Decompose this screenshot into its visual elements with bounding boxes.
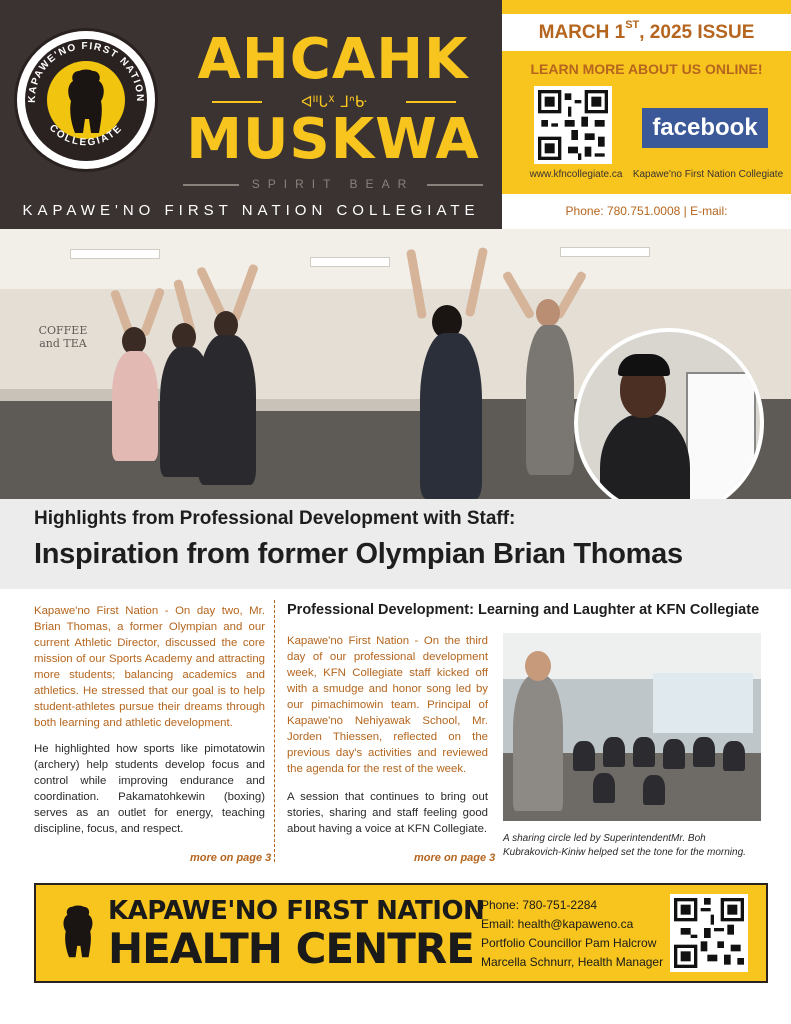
title-ahcahk: AHCAHK: [197, 27, 469, 92]
more-on-page-link[interactable]: more on page 3: [414, 852, 496, 864]
ceiling-light: [70, 249, 160, 259]
pd-paragraph-2: A session that continues to bring out stories, sharing and staff feeling good about having a voice at KFN Collegiate.: [287, 791, 488, 835]
pd-article-title: Professional Development: Learning and Laughter at KFN Collegiate: [287, 602, 760, 618]
rule-right: [406, 101, 456, 103]
tagline-rule-right: [427, 184, 483, 186]
svg-text:KAPAWE'NO FIRST NATION: [27, 41, 145, 103]
whiteboard: [686, 372, 756, 512]
ad-title-line1: KAPAWE'NO FIRST NATION: [108, 896, 485, 926]
feature-paragraph-2: He highlighted how sports like pimotatowin (archery) help students develop focus and control while improving endurance and coordination. Pakamatohkewin (boxing) serves as an outlet for energy, teaching discipline, focus, and respect.: [34, 743, 265, 835]
speaker: [513, 675, 563, 811]
photo-caption: A sharing circle led by SuperintendentMr. Boh Kubrakovich-Kiniw helped set the tone for the morning.: [503, 833, 746, 858]
title-syllabics: ᐊᐦᒐᕽ ᒧᐢᑿ: [301, 93, 367, 111]
seated-person: [603, 737, 625, 767]
seated-person: [693, 737, 715, 767]
ceiling-light: [560, 247, 650, 257]
qr-code-icon: [538, 90, 608, 160]
more-on-page-link[interactable]: more on page 3: [190, 852, 272, 864]
ad-title-line2: HEALTH CENTRE: [108, 924, 474, 973]
person: [526, 325, 574, 475]
person: [198, 335, 256, 485]
issue-date-rest: , 2025 ISSUE: [639, 22, 755, 43]
column-divider: [274, 600, 275, 862]
photo-table: [250, 399, 420, 411]
ceiling-light: [310, 257, 390, 267]
ad-manager: Marcella Schnurr, Health Manager: [481, 955, 664, 969]
issue-date-sup: ST: [625, 19, 640, 31]
seated-person: [663, 739, 685, 769]
seated-person: [573, 741, 595, 771]
school-seal-logo: [14, 28, 158, 172]
sharing-circle-photo: [503, 633, 761, 821]
photo-window: [653, 673, 753, 733]
pd-paragraph-1: Kapawe'no First Nation - On the third day of our professional development week, KFN Collegiate staff kicked off with a smudge and honor song led by our pimachimowin team. Principal of Kapawe'no Nehiyawak School, Mr. Jorden Thiessen, reflected on the previous day's activities and reviewed the agenda for the rest of the week.: [287, 635, 488, 775]
ad-phone: Phone: 780-751-2284: [481, 898, 598, 912]
seated-person: [723, 741, 745, 771]
ad-councillor: Portfolio Councillor Pam Halcrow: [481, 936, 657, 950]
coffee-sign: COFFEE and TEA: [38, 324, 88, 350]
ad-email[interactable]: Email: health@kapaweno.ca: [481, 917, 634, 931]
seal-top-text: KAPAWE'NO FIRST NATION: [26, 40, 146, 103]
issue-date: [502, 14, 791, 51]
feature-headline: Inspiration from former Olympian Brian Thomas: [34, 538, 683, 570]
tagline: SPIRIT BEAR: [251, 177, 415, 191]
seal-text-overlay: [17, 31, 155, 169]
website-qr-code[interactable]: [534, 86, 612, 164]
facebook-name[interactable]: Kapawe'no First Nation Collegiate: [632, 169, 784, 180]
seated-person: [633, 737, 655, 767]
health-centre-qr-code[interactable]: [670, 894, 748, 972]
brian-thomas-inset-photo: [574, 328, 764, 518]
bear-icon: [56, 890, 100, 974]
seal-bottom-text: COLLEGIATE: [46, 122, 126, 149]
school-name: KAPAWE'NO FIRST NATION COLLEGIATE: [22, 202, 480, 219]
ad-contact-info: [481, 896, 663, 972]
person-head: [536, 299, 560, 327]
seated-person: [643, 775, 665, 805]
person: [420, 333, 482, 499]
qr-code-icon: [674, 898, 744, 968]
person: [112, 351, 158, 461]
feature-paragraph-1: Kapawe'no First Nation - On day two, Mr. Brian Thomas, a former Olympian and our current Athletic Director, discussed the core mission of our Sports Academy and attracting more students; balancing academics and athletics. He stressed that our goal is to help student-athletes pursue their dreams through both learning and athletic development.: [34, 605, 265, 729]
school-contact: Phone: 780.751.0008 | E-mail:: [502, 194, 791, 229]
seated-person: [593, 773, 615, 803]
photo-ceiling: [0, 229, 791, 289]
feature-article: [34, 603, 265, 847]
speaker-head: [525, 651, 551, 681]
issue-date-main: MARCH 1: [538, 22, 626, 43]
title-muskwa: MUSKWA: [186, 107, 480, 172]
pd-article: [287, 633, 488, 849]
facebook-logo[interactable]: facebook: [642, 108, 768, 148]
presenter-cap: [618, 354, 670, 376]
svg-text:COLLEGIATE: [47, 123, 125, 149]
feature-kicker: Highlights from Professional Development with Staff:: [34, 508, 516, 529]
learn-more-text: LEARN MORE ABOUT US ONLINE!: [530, 61, 763, 77]
website-url[interactable]: www.kfncollegiate.ca: [529, 169, 623, 180]
tagline-row: [183, 176, 483, 192]
